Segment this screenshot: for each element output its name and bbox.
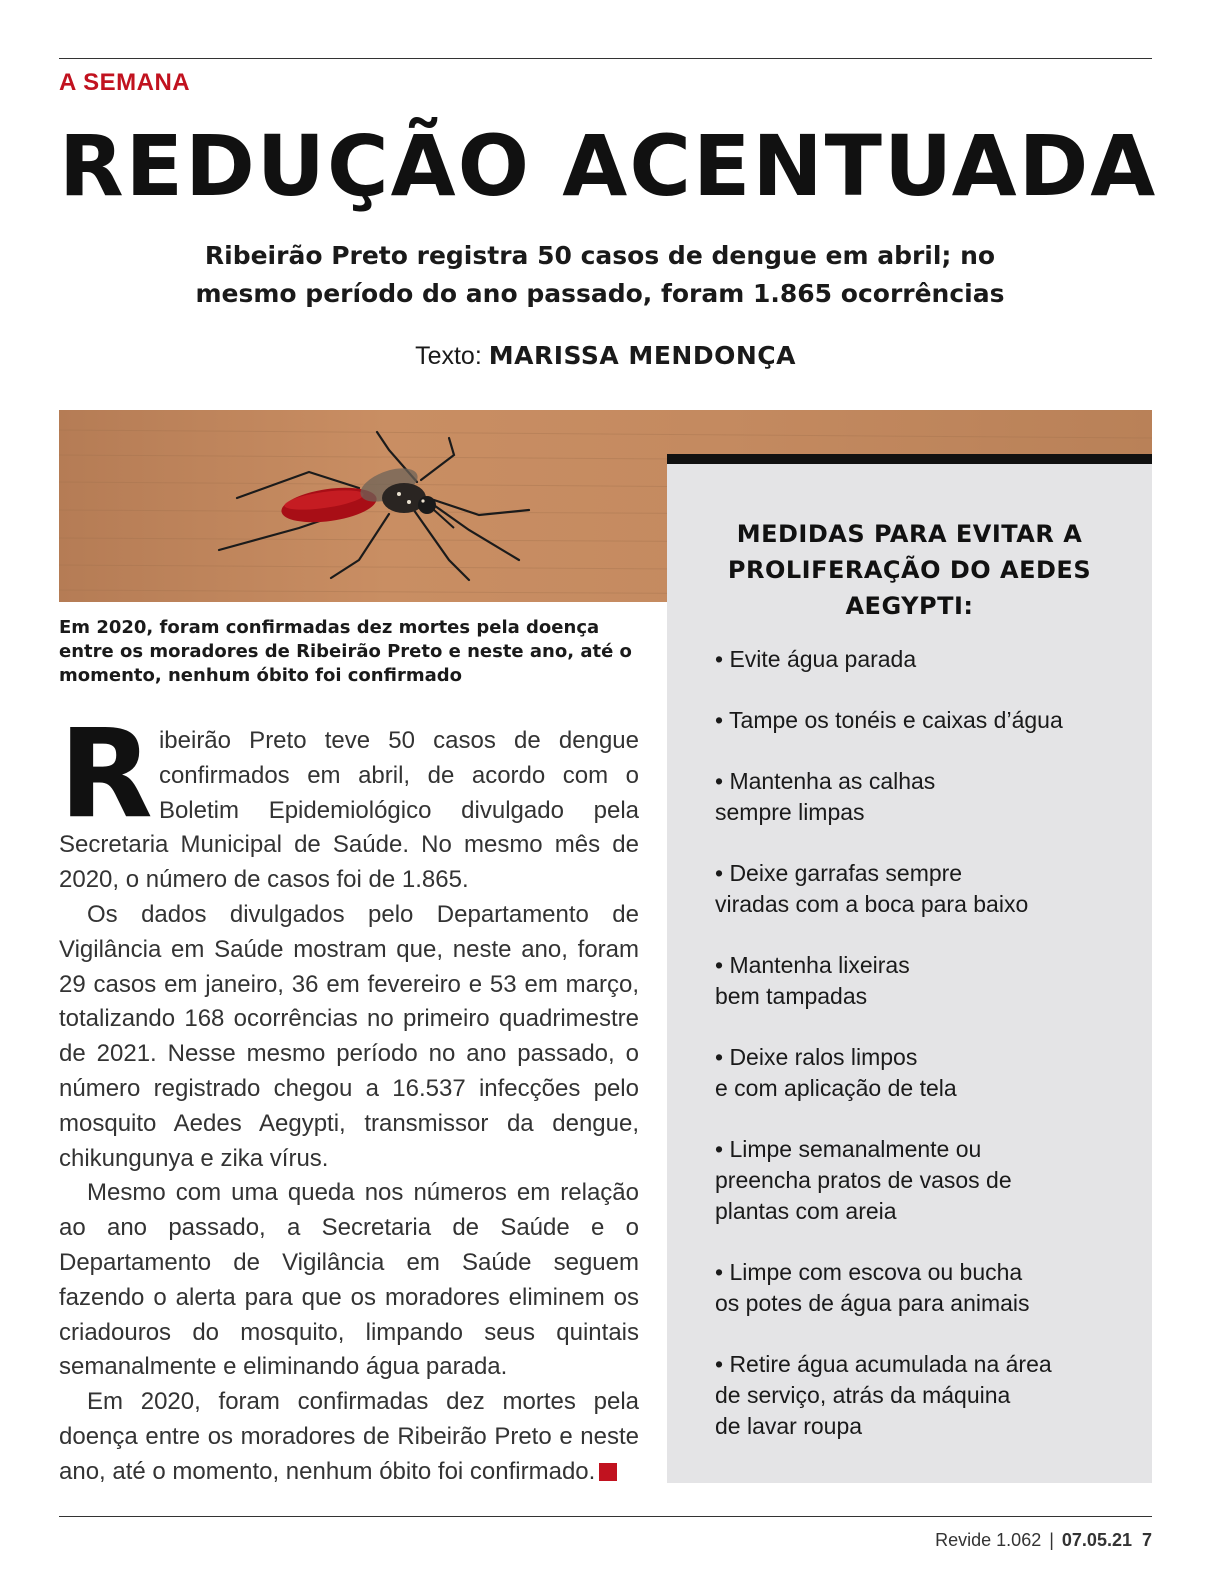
list-item: • Tampe os tonéis e caixas d’água <box>715 707 1063 733</box>
drop-cap: R <box>59 703 153 845</box>
bottom-rule <box>59 1516 1152 1517</box>
article-paragraph <box>59 703 639 898</box>
top-rule <box>59 58 1152 59</box>
article-paragraph <box>59 1385 639 1489</box>
sidebar-list <box>715 644 1135 1442</box>
headline: REDUÇÃO ACENTUADA <box>59 117 1158 215</box>
section-label: A SEMANA <box>59 69 191 96</box>
end-mark-icon: R <box>599 1463 617 1481</box>
paragraph-text: Em 2020, foram confirmadas dez mortes pela doença entre os moradores de Ribeirão Preto e neste ano, até o momento, nenhum óbito foi confirmado. <box>59 1388 639 1485</box>
subheadline: Ribeirão Preto registra 50 casos de dengue em abril; no mesmo período do ano passado, foram 1.865 ocorrências <box>195 241 1005 308</box>
publication-name: Revide 1.062 <box>935 1530 1042 1550</box>
article-paragraph: Mesmo com uma queda nos números em relação ao ano passado, a Secretaria de Saúde e o Departamento de Vigilância em Saúde seguem fazendo o alerta para que os moradores eliminem os criadouros do mosquito, limpando seus quintais semanalmente e eliminando água parada. <box>59 1179 639 1381</box>
article-paragraph: Os dados divulgados pelo Departamento de Vigilância em Saúde mostram que, neste ano, foram 29 casos em janeiro, 36 em fevereiro e 53 em março, totalizando 168 ocorrências no primeiro quadrimestre de 2021. Nesse mesmo período no ano passado, o número registrado chegou a 16.537 infecções pelo mosquito Aedes Aegypti, transmissor da dengue, chikungunya e zika vírus. <box>59 900 639 1172</box>
list-item: • Deixe ralos limpos e com aplicação de tela <box>715 1044 957 1101</box>
byline <box>59 340 1152 372</box>
byline-author: MARISSA MENDONÇA <box>488 341 796 370</box>
paragraph-text: ibeirão Preto teve 50 casos de dengue confirmados em abril, de acordo com o Boletim Epidemiológico divulgado pela Secretaria Municipal de Saúde. No mesmo mês de 2020, o número de casos foi de 1.865. <box>59 727 639 894</box>
list-item: • Evite água parada <box>715 646 917 672</box>
photo-caption: Em 2020, foram confirmadas dez mortes pela doença entre os moradores de Ribeirão Preto e neste ano, até o momento, nenhum óbito foi confirmado <box>59 617 632 686</box>
list-item: • Retire água acumulada na área de serviço, atrás da máquina de lavar roupa <box>715 1351 1052 1439</box>
sidebar-box <box>667 454 1152 1483</box>
page-number: 7 <box>1141 1530 1152 1550</box>
sidebar-title: MEDIDAS PARA EVITAR A PROLIFERAÇÃO DO AEDES AEGYPTI: <box>727 520 1092 620</box>
article-body <box>59 703 639 1490</box>
footer-separator: | <box>1049 1530 1054 1550</box>
list-item: • Deixe garrafas sempre viradas com a boca para baixo <box>715 860 1029 917</box>
issue-date: 07.05.21 <box>1061 1530 1132 1550</box>
byline-label: Texto: <box>415 342 482 370</box>
page-footer <box>935 1528 1152 1552</box>
list-item: • Mantenha lixeiras bem tampadas <box>715 952 910 1009</box>
list-item: • Limpe semanalmente ou preencha pratos de vasos de plantas com areia <box>715 1136 1012 1224</box>
list-item: • Mantenha as calhas sempre limpas <box>715 768 936 825</box>
list-item: • Limpe com escova ou bucha os potes de água para animais <box>715 1259 1030 1316</box>
